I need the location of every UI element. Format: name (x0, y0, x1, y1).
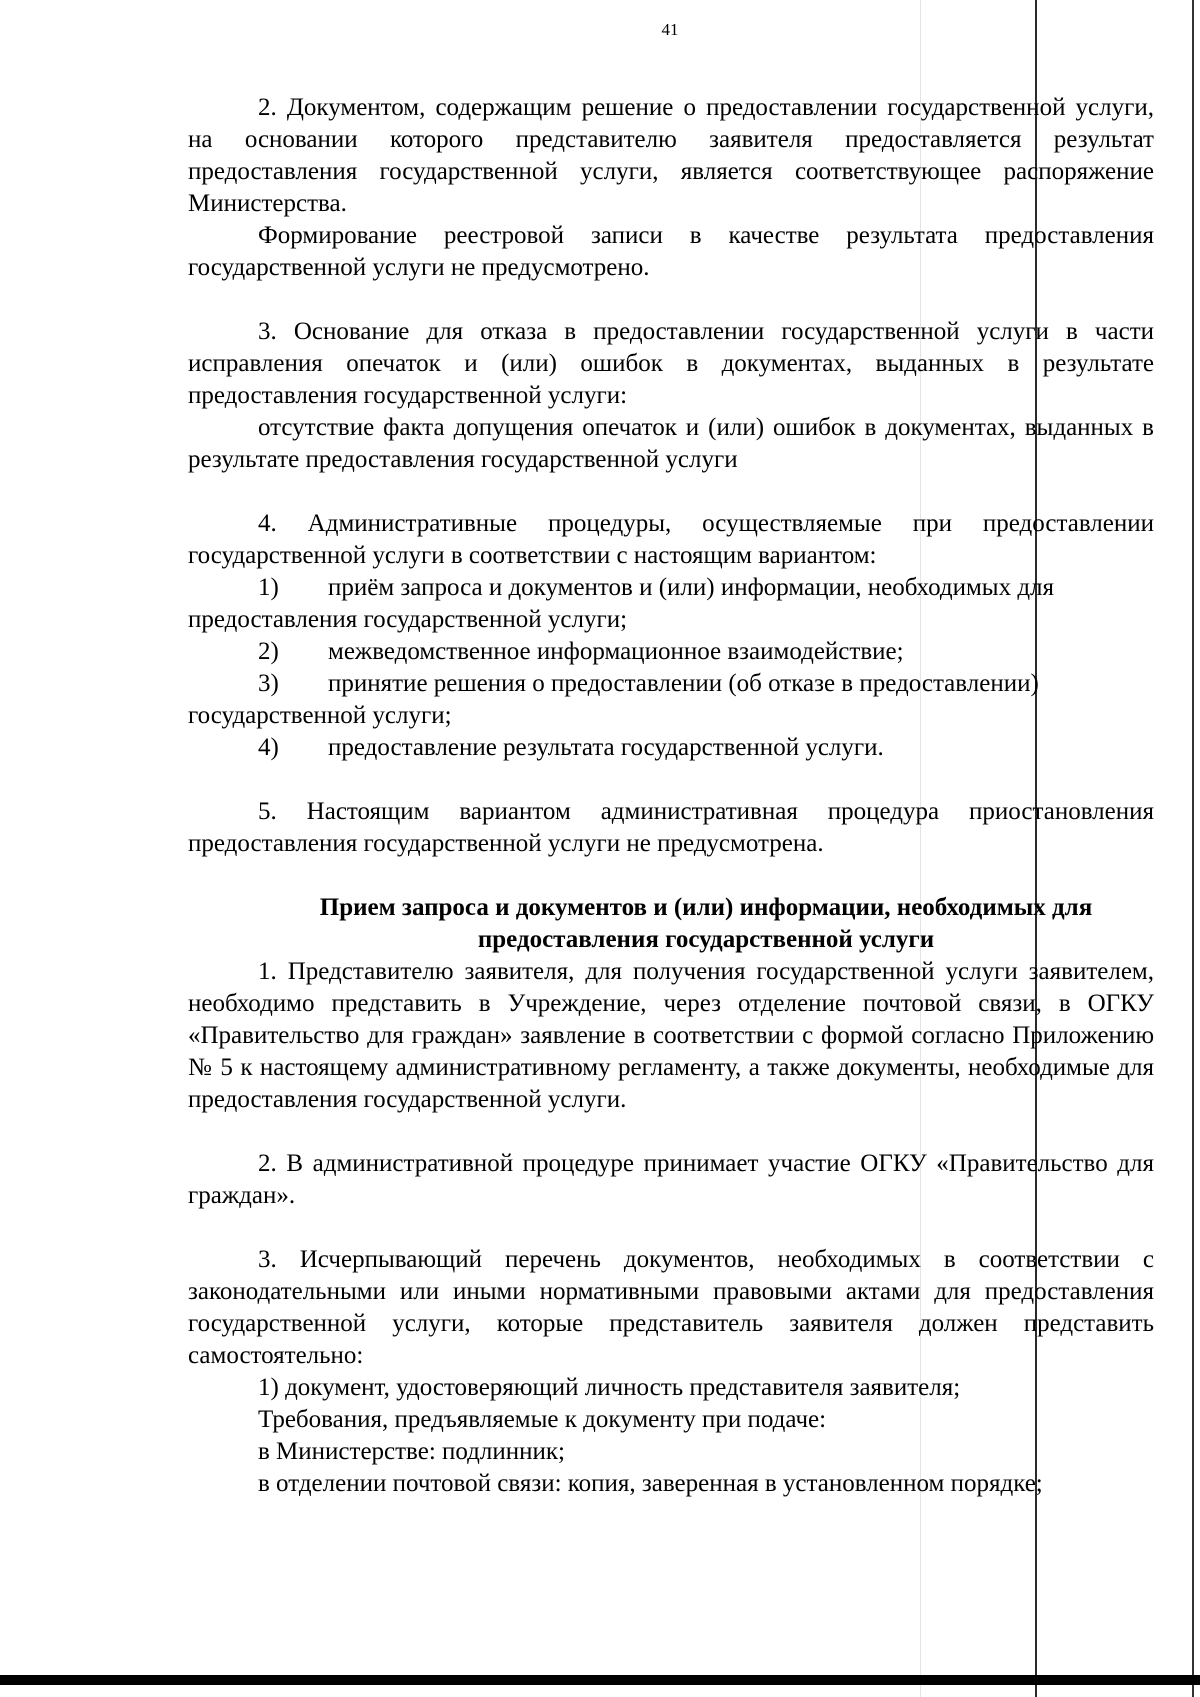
page-number: 41 (661, 20, 679, 39)
section-heading (188, 892, 1154, 956)
section-heading-line: предоставления государственной услуги (477, 926, 935, 953)
list-item (188, 732, 1154, 764)
paragraph: 2. Документом, содержащим решение о предоставлении государственной услуги, на основании которого представителю заявителя предоставляется результат предоставления государственной услуги, является соответствующее распоряжение Министерства. (188, 94, 1154, 217)
paragraph: 3. Исчерпывающий перечень документов, необходимых в соответствии с законодательными или иными нормативными правовыми актами для предоставления государственной услуги, которые представитель заявителя должен представить самостоятельно: (188, 1246, 1154, 1369)
list-item-number: 3) (258, 670, 279, 697)
list-item-text: принятие решения о предоставлении (об отказе в предоставлении) (328, 670, 1039, 697)
list-item-number: 2) (258, 638, 279, 665)
list-item-text: приём запроса и документов и (или) информации, необходимых для (328, 574, 1055, 601)
scan-artifact-edge (1192, 0, 1194, 1697)
list-item-text: предоставление результата государственной услуги. (328, 734, 884, 761)
requirements-line: в отделении почтовой связи: копия, заверенная в установленном порядке; (258, 1470, 1043, 1497)
section-heading-line: Прием запроса и документов и (или) информации, необходимых для (319, 894, 1093, 921)
paragraph: Формирование реестровой записи в качестве результата предоставления государственной услуги не предусмотрено. (188, 222, 1154, 281)
paragraph: 4. Административные процедуры, осуществляемые при предоставлении государственной услуги в соответствии с настоящим вариантом: (188, 510, 1154, 569)
paragraph: отсутствие факта допущения опечаток и (или) ошибок в документах, выданных в результате предоставления государственной услуги (188, 414, 1154, 473)
paragraph: 5. Настоящим вариантом административная процедура приостановления предоставления государственной услуги не предусмотрена. (188, 798, 1154, 857)
list-item-number: 1) (258, 574, 279, 601)
list-item (188, 668, 1154, 732)
requirements-line: в Министерстве: подлинник; (258, 1438, 565, 1465)
document-list-item: 1) документ, удостоверяющий личность представителя заявителя; (258, 1374, 961, 1401)
list-item-number: 4) (258, 734, 279, 761)
paragraph: 2. В административной процедуре принимает участие ОГКУ «Правительство для граждан». (188, 1150, 1154, 1209)
list-item-text: межведомственное информационное взаимодействие; (328, 638, 904, 665)
list-item (188, 572, 1154, 636)
paragraph: 3. Основание для отказа в предоставлении государственной услуги в части исправления опечаток и (или) ошибок в документах, выданных в результате предоставления государственной услуги: (188, 318, 1154, 409)
list-item-continuation: предоставления государственной услуги; (188, 606, 628, 633)
list-item-continuation: государственной услуги; (188, 702, 452, 729)
paragraph: 1. Представителю заявителя, для получения государственной услуги заявителем, необходимо представить в Учреждение, через отделение почтовой связи, в ОГКУ «Правительство для граждан» заявление в соответствии с формой согласно Приложению № 5 к настоящему административному регламенту, а также документы, необходимые для предоставления государственной услуги. (188, 958, 1154, 1113)
document-body (188, 92, 1154, 1500)
procedure-list (188, 572, 1154, 764)
list-item (188, 636, 1154, 668)
scan-bottom-border (0, 1675, 1200, 1685)
requirements-line: Требования, предъявляемые к документу при подаче: (258, 1406, 827, 1433)
